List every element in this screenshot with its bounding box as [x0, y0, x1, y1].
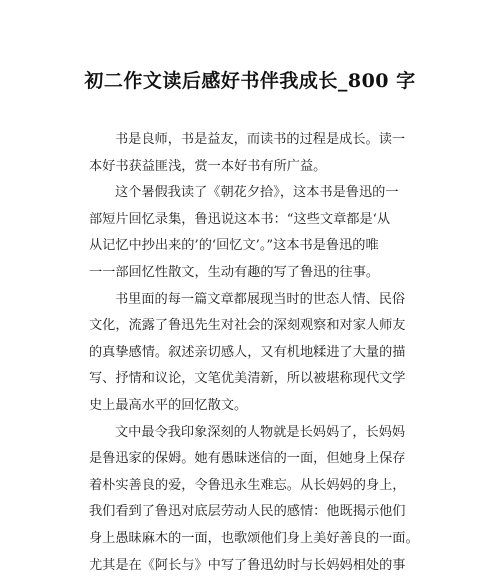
text-line: 是鲁迅家的保姆。她有愚昧迷信的一面，但她身上保存	[89, 446, 429, 473]
text-line: 本好书获益匪浅，赏一本好书有所广益。	[89, 154, 429, 181]
text-line: 写、抒情和议论，文笔优美清新，所以被堪称现代文学	[89, 366, 429, 393]
text-line: 我们看到了鲁迅对底层劳动人民的感情：他既揭示他们	[89, 499, 429, 526]
text-line: 书里面的每一篇文章都展现当时的世态人情、民俗	[89, 287, 429, 314]
document-body	[89, 127, 429, 579]
text-line: 的真挚感情。叙述亲切感人，又有机地糅进了大量的描	[89, 340, 429, 367]
text-line: 文化，流露了鲁迅先生对社会的深刻观察和对家人师友	[89, 313, 429, 340]
text-line: 部短片回忆录集，鲁迅说这本书：“这些文章都是‘从	[89, 207, 429, 234]
text-line: 文中最令我印象深刻的人物就是长妈妈了，长妈妈	[89, 420, 429, 447]
text-line: 身上愚昧麻木的一面，也歌颂他们身上美好善良的一面。	[89, 526, 429, 553]
text-line: 书是良师，书是益友，而读书的过程是成长。读一	[89, 127, 429, 154]
text-line: 一一部回忆性散文，生动有趣的写了鲁迅的往事。	[89, 260, 429, 287]
text-line: 尤其是在《阿长与》中写了鲁迅幼时与长妈妈相处的事	[89, 553, 429, 579]
text-line: 从记忆中抄出来的’的‘回忆文’。”这本书是鲁迅的唯	[89, 233, 429, 260]
document-title: 初二作文读后感好书伴我成长_800 字	[0, 66, 500, 93]
text-line: 史上最高水平的回忆散文。	[89, 393, 429, 420]
text-line: 这个暑假我读了《朝花夕拾》，这本书是鲁迅的一	[89, 180, 429, 207]
text-line: 着朴实善良的爱，令鲁迅永生难忘。从长妈妈的身上，	[89, 473, 429, 500]
